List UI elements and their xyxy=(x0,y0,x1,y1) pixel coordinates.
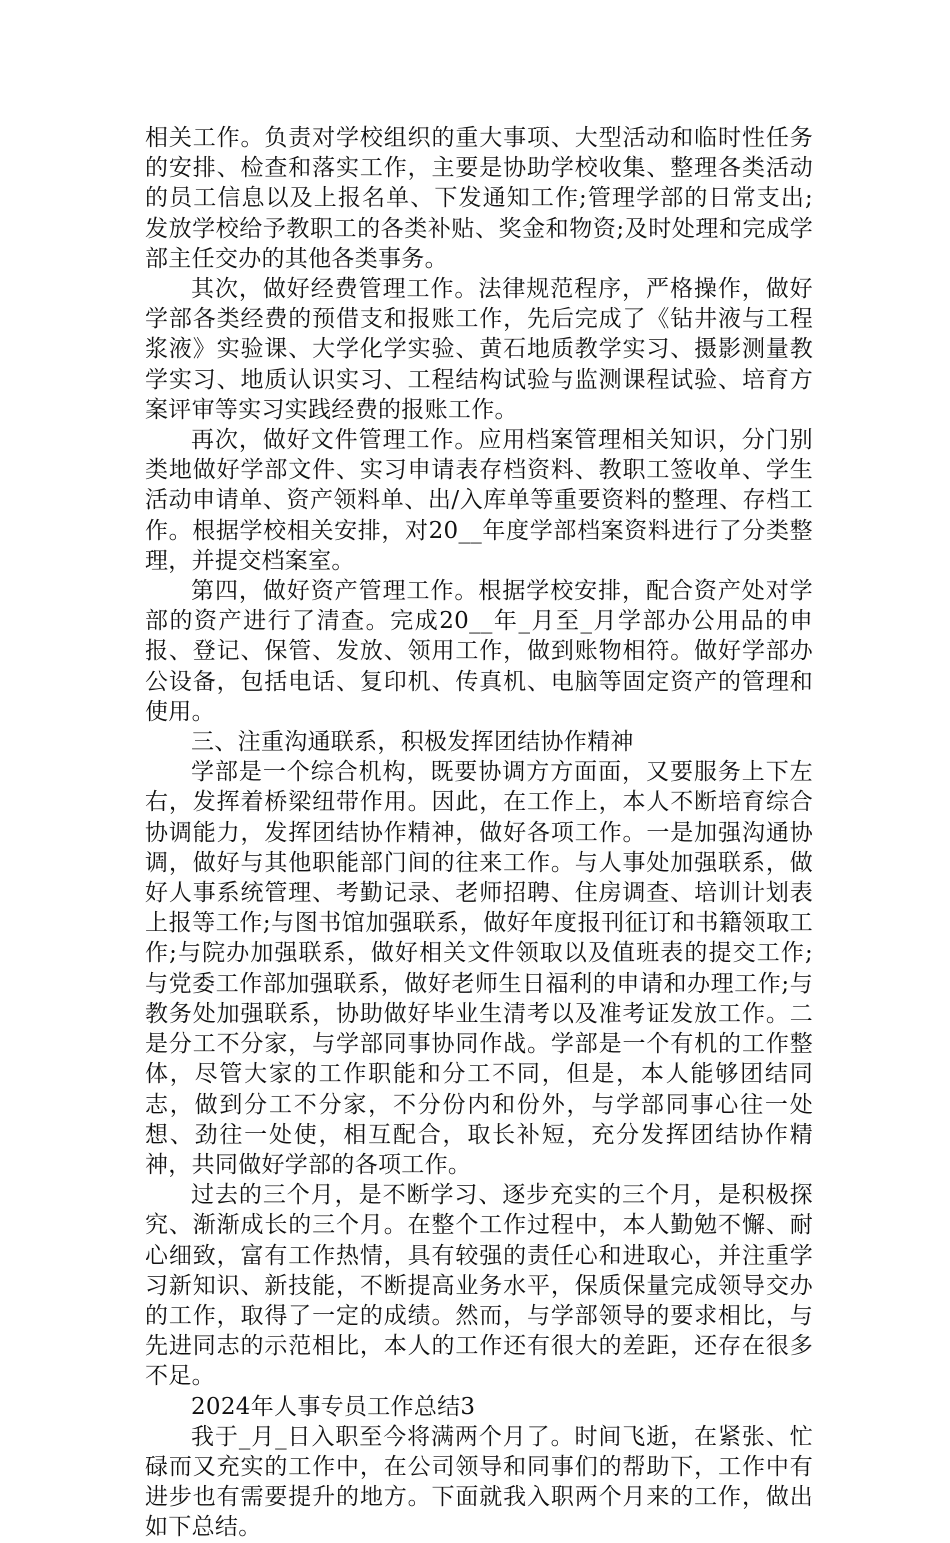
paragraph-communication: 学部是一个综合机构，既要协调方方面面，又要服务上下左右，发挥着桥梁纽带作用。因此，在工作上，本人不断培育综合协调能力，发挥团结协作精神，做好各项工作。一是加强沟通协调，做好与其他职能部门间的往来工作。与人事处加强联系，做好人事系统管理、考勤记录、老师招聘、住房调查、培训计划表上报等工作;与图书馆加强联系，做好年度报刊征订和书籍领取工作;与院办加强联系，做好相关文件领取以及值班表的提交工作;与党委工作部加强联系，做好老师生日福利的申请和办理工作;与教务处加强联系，协助做好毕业生清考以及准考证发放工作。二是分工不分家，与学部同事协同作战。学部是一个有机的工作整体，尽管大家的工作职能和分工不同，但是，本人能够团结同志，做到分工不分家，不分份内和份外，与学部同事心往一处想、劲往一处使，相互配合，取长补短，充分发挥团结协作精神，共同做好学部的各项工作。 xyxy=(145,759,813,1178)
section-heading-report-3: 2024年人事专员工作总结3 xyxy=(191,1393,476,1420)
document-body xyxy=(145,123,813,1543)
paragraph-duties: 相关工作。负责对学校组织的重大事项、大型活动和临时性任务的安排、检查和落实工作，主要是协助学校收集、整理各类活动的员工信息以及上报名单、下发通知工作;管理学部的日常支出;发放学校给予教职工的各类补贴、奖金和物资;及时处理和完成学部主任交办的其他各类事务。 xyxy=(145,125,813,272)
paragraph-assets: 第四，做好资产管理工作。根据学校安排，配合资产处对学部的资产进行了清查。完成20__年_月至_月学部办公用品的申报、登记、保管、发放、领用工作，做到账物相符。做好学部办公设备，包括电话、复印机、传真机、电脑等固定资产的管理和使用。 xyxy=(145,578,813,725)
paragraph-funding: 其次，做好经费管理工作。法律规范程序，严格操作，做好学部各类经费的预借支和报账工作，先后完成了《钻井液与工程浆液》实验课、大学化学实验、黄石地质教学实习、摄影测量教学实习、地质认识实习、工程结构试验与监测课程试验、培育方案评审等实习实践经费的报账工作。 xyxy=(145,276,813,423)
paragraph-intro: 我于_月_日入职至今将满两个月了。时间飞逝，在紧张、忙碌而又充实的工作中，在公司领导和同事们的帮助下，工作中有进步也有需要提升的地方。下面就我入职两个月来的工作，做出如下总结。 xyxy=(145,1423,813,1541)
paragraph-files: 再次，做好文件管理工作。应用档案管理相关知识，分门别类地做好学部文件、实习申请表存档资料、教职工签收单、学生活动申请单、资产领料单、出/入库单等重要资料的整理、存档工作。根据学校相关安排，对20__年度学部档案资料进行了分类整理，并提交档案室。 xyxy=(145,427,813,574)
paragraph-summary: 过去的三个月，是不断学习、逐步充实的三个月，是积极探究、渐渐成长的三个月。在整个工作过程中，本人勤勉不懈、耐心细致，富有工作热情，具有较强的责任心和进取心，并注重学习新知识、新技能，不断提高业务水平，保质保量完成领导交办的工作，取得了一定的成绩。然而，与学部领导的要求相比，与先进同志的示范相比，本人的工作还有很大的差距，还存在很多不足。 xyxy=(145,1182,813,1390)
section-heading-communication: 三、注重沟通联系，积极发挥团结协作精神 xyxy=(191,729,634,756)
